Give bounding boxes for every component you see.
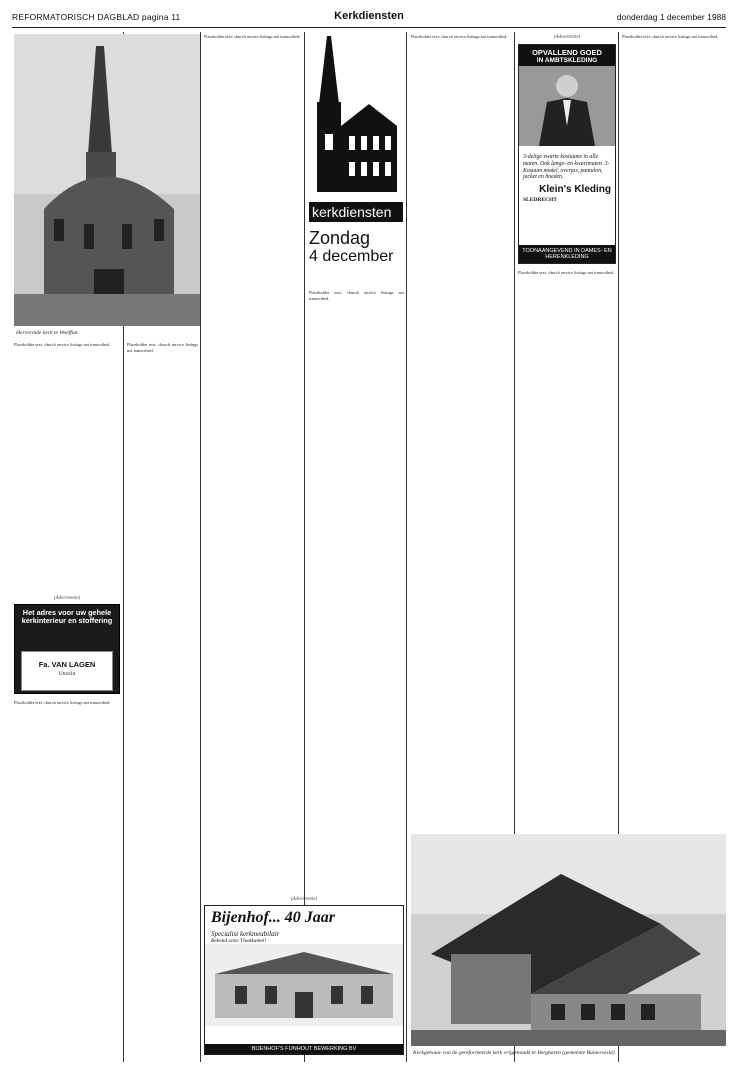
ad-label: (Advertentie) (53, 596, 81, 601)
service-column: Placeholder text: church service listings not transcribed. (411, 34, 508, 39)
church-caption: Hervormde kerk te Woeffun. (16, 330, 79, 336)
church-photo (14, 34, 200, 326)
vanlagen-ad (14, 604, 120, 694)
kleins-kleding-ad (518, 44, 616, 264)
ad-label: (Advertentie) (553, 35, 581, 40)
kleding-body: 3-delige zwarte kostuums in alle maten. Ook lange- en kwartmaten. 3-Kosuum model, overjas, pantalon, jacket en hoeden. (523, 154, 610, 181)
kleding-title2: IN AMBTSKLEDING (536, 57, 598, 64)
issue-date: donderdag 1 december 1988 (616, 12, 726, 22)
kleding-title1: OPVALLEND GOED (532, 48, 602, 57)
bijenhof-footer: BIJENHOF'S FIJNHOUT BEWERKING BV (205, 1044, 403, 1054)
house-caption: Kerkgebouw van de gereformeerde kerk vrijgemaakt te Bergharen (gemeente Buinerwold). (413, 1050, 616, 1056)
service-column: Placeholder text: church service listings not transcribed. (14, 700, 111, 705)
service-column: Placeholder text: church service listings not transcribed. (518, 270, 615, 275)
publication-name: REFORMATORISCH DAGBLAD pagina 11 (12, 12, 181, 22)
headline-title: kerkdiensten (309, 202, 403, 222)
church-house-photo (411, 834, 726, 1046)
service-column: Placeholder text: church service listings not transcribed. (309, 290, 404, 301)
bijenhof-sub: Specialist kerkmeubilair (211, 930, 280, 938)
section-title: Kerkdiensten (334, 10, 404, 22)
kleding-footer: TOONAANGEVEND IN DAMES- EN HERENKLEDING (519, 245, 615, 263)
headline-block (309, 34, 403, 284)
headline-sub1: Zondag (309, 228, 371, 248)
kleding-city: SLEDRECHT (523, 197, 557, 204)
vanlagen-city: Utrecht (58, 671, 76, 677)
column-rule (200, 32, 201, 1062)
bijenhof-ad (204, 905, 404, 1055)
bijenhof-building (205, 944, 403, 1026)
bijenhof-tag: Bekend onze Thankamel! (211, 938, 267, 944)
suit-photo (519, 66, 615, 146)
headline-sub2: 4 december (309, 248, 394, 265)
church-silhouette-icon (309, 34, 403, 199)
column-rule (406, 32, 407, 1062)
service-column: Placeholder text: church service listings not transcribed. (127, 342, 198, 353)
service-column: Placeholder text: church service listings not transcribed. (14, 342, 111, 347)
service-column: Placeholder text: church service listings not transcribed. (204, 34, 301, 39)
bijenhof-title: Bijenhof... 40 Jaar (211, 909, 336, 926)
page-header (12, 10, 726, 28)
vanlagen-name: Fa. VAN LAGEN (38, 660, 96, 669)
service-column: Placeholder text: church service listings not transcribed. (622, 34, 719, 39)
vanlagen-title: Het adres voor uw gehele kerkinterieur en stoffering (21, 608, 113, 625)
ad-label: (Advertentie) (290, 897, 318, 902)
kleding-brand: Klein's Kleding (539, 184, 611, 196)
